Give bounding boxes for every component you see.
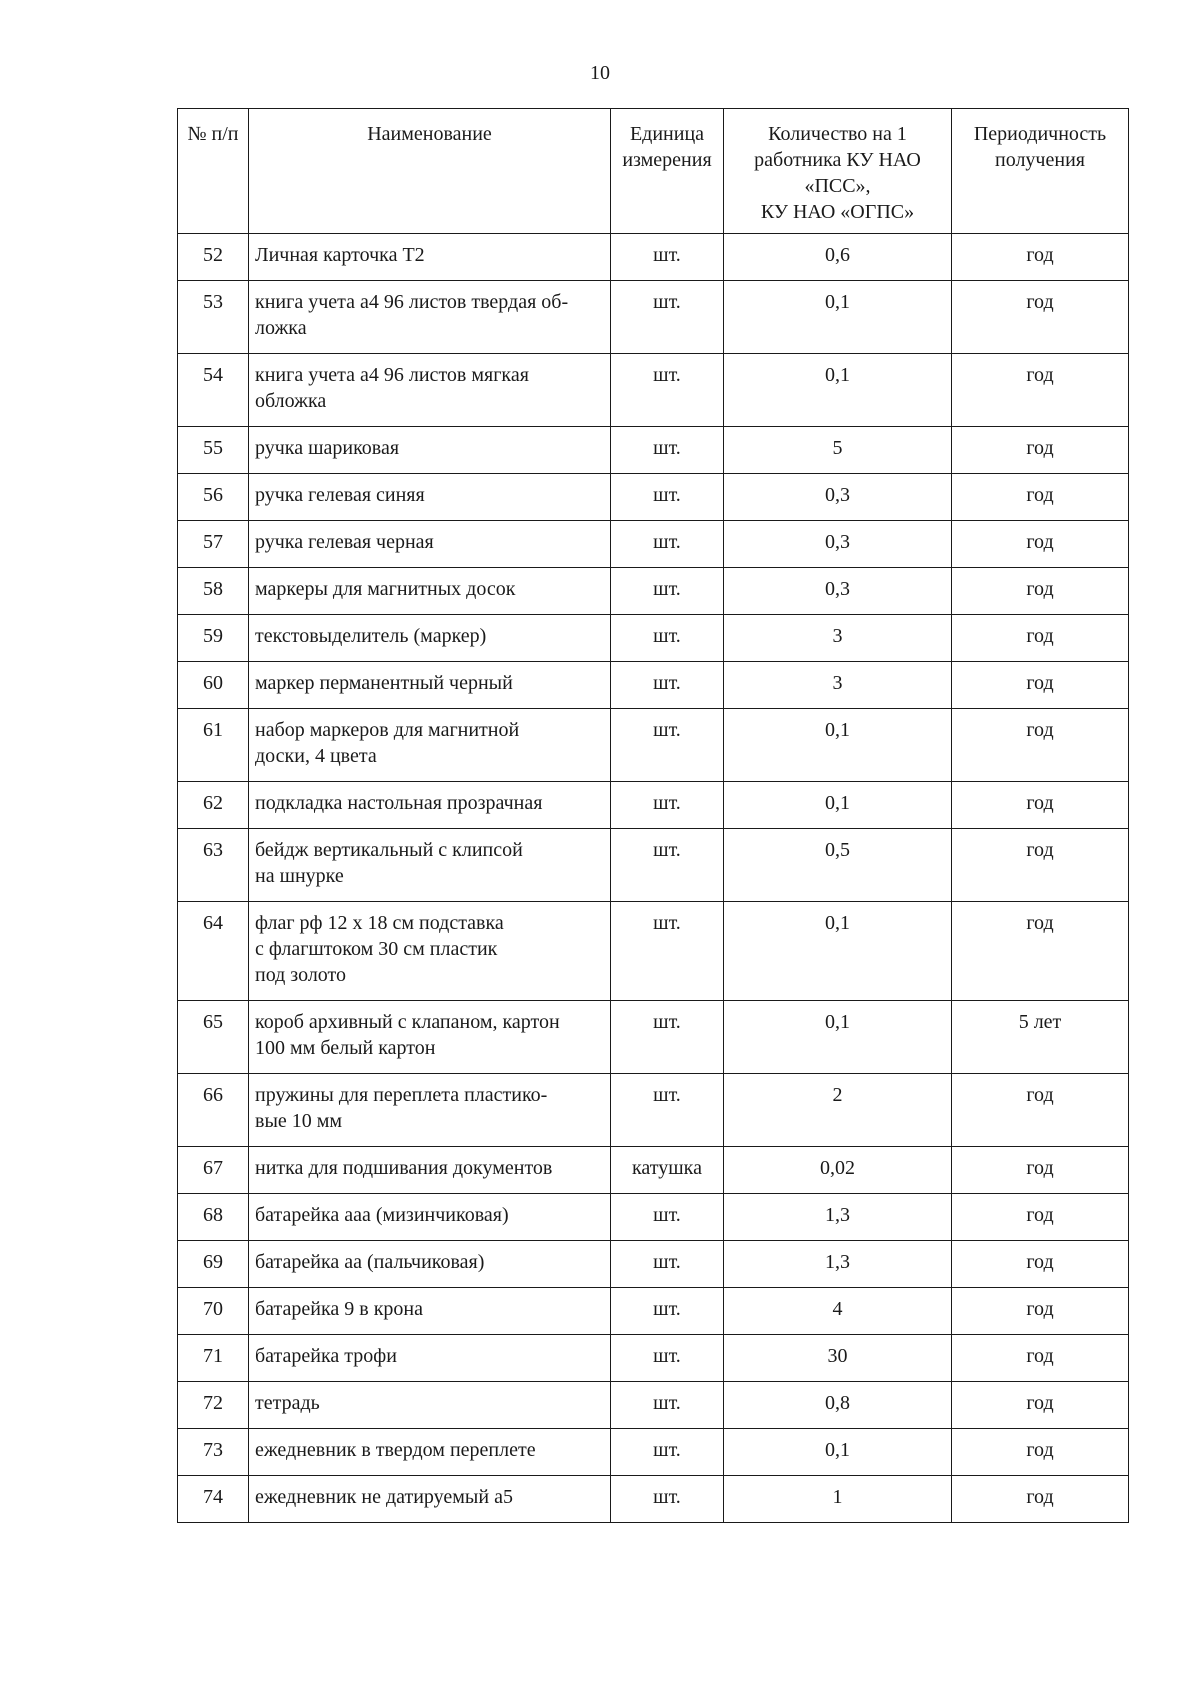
table-row xyxy=(178,1194,1129,1241)
row-name: маркеры для магнитных досок xyxy=(249,568,611,615)
row-quantity: 0,3 xyxy=(724,474,952,521)
row-name: ежедневник не датируемый а5 xyxy=(249,1476,611,1523)
row-unit: катушка xyxy=(611,1147,724,1194)
row-name: подкладка настольная прозрачная xyxy=(249,782,611,829)
row-number: 54 xyxy=(178,354,249,427)
row-quantity: 0,5 xyxy=(724,829,952,902)
row-quantity: 0,1 xyxy=(724,782,952,829)
row-name: батарейка 9 в крона xyxy=(249,1288,611,1335)
row-quantity: 0,02 xyxy=(724,1147,952,1194)
row-period: год xyxy=(952,568,1129,615)
row-quantity: 0,3 xyxy=(724,521,952,568)
row-unit: шт. xyxy=(611,1074,724,1147)
table-row xyxy=(178,902,1129,1001)
table-row xyxy=(178,1429,1129,1476)
table-row xyxy=(178,234,1129,281)
row-unit: шт. xyxy=(611,281,724,354)
row-number: 57 xyxy=(178,521,249,568)
table-row xyxy=(178,568,1129,615)
row-number: 67 xyxy=(178,1147,249,1194)
row-unit: шт. xyxy=(611,1335,724,1382)
row-number: 53 xyxy=(178,281,249,354)
row-quantity: 0,8 xyxy=(724,1382,952,1429)
row-period: год xyxy=(952,1147,1129,1194)
row-quantity: 0,6 xyxy=(724,234,952,281)
table-row xyxy=(178,1074,1129,1147)
row-name: тетрадь xyxy=(249,1382,611,1429)
row-period: год xyxy=(952,474,1129,521)
row-name: ручка гелевая синяя xyxy=(249,474,611,521)
row-quantity: 1,3 xyxy=(724,1194,952,1241)
row-name: бейдж вертикальный с клипсой на шнурке xyxy=(249,829,611,902)
row-number: 52 xyxy=(178,234,249,281)
row-period: год xyxy=(952,234,1129,281)
row-number: 70 xyxy=(178,1288,249,1335)
row-name: ручка гелевая черная xyxy=(249,521,611,568)
table-header-row xyxy=(178,109,1129,234)
row-name: батарейка ааа (мизинчиковая) xyxy=(249,1194,611,1241)
row-name: текстовыделитель (маркер) xyxy=(249,615,611,662)
row-name: набор маркеров для магнитной доски, 4 цвета xyxy=(249,709,611,782)
table-row xyxy=(178,1335,1129,1382)
row-number: 71 xyxy=(178,1335,249,1382)
header-period: Периодичность получения xyxy=(952,109,1129,234)
row-number: 69 xyxy=(178,1241,249,1288)
row-unit: шт. xyxy=(611,568,724,615)
header-name: Наименование xyxy=(249,109,611,234)
row-quantity: 0,1 xyxy=(724,1001,952,1074)
row-unit: шт. xyxy=(611,521,724,568)
row-quantity: 3 xyxy=(724,615,952,662)
table-row xyxy=(178,709,1129,782)
table-row xyxy=(178,427,1129,474)
row-quantity: 5 xyxy=(724,427,952,474)
row-quantity: 0,1 xyxy=(724,709,952,782)
row-name: батарейка трофи xyxy=(249,1335,611,1382)
row-unit: шт. xyxy=(611,234,724,281)
row-number: 66 xyxy=(178,1074,249,1147)
table-row xyxy=(178,354,1129,427)
row-unit: шт. xyxy=(611,354,724,427)
table-row xyxy=(178,1288,1129,1335)
row-period: 5 лет xyxy=(952,1001,1129,1074)
table-row xyxy=(178,615,1129,662)
table-row xyxy=(178,1147,1129,1194)
row-unit: шт. xyxy=(611,662,724,709)
row-period: год xyxy=(952,902,1129,1001)
row-number: 65 xyxy=(178,1001,249,1074)
table-row xyxy=(178,1241,1129,1288)
row-unit: шт. xyxy=(611,1429,724,1476)
row-period: год xyxy=(952,1241,1129,1288)
row-period: год xyxy=(952,354,1129,427)
row-period: год xyxy=(952,1194,1129,1241)
row-period: год xyxy=(952,1074,1129,1147)
row-unit: шт. xyxy=(611,1241,724,1288)
row-period: год xyxy=(952,281,1129,354)
row-period: год xyxy=(952,427,1129,474)
table-row xyxy=(178,1001,1129,1074)
row-number: 61 xyxy=(178,709,249,782)
table-row xyxy=(178,662,1129,709)
row-period: год xyxy=(952,1429,1129,1476)
row-number: 59 xyxy=(178,615,249,662)
row-period: год xyxy=(952,1476,1129,1523)
row-quantity: 30 xyxy=(724,1335,952,1382)
row-number: 56 xyxy=(178,474,249,521)
table-row xyxy=(178,829,1129,902)
row-name: маркер перманентный черный xyxy=(249,662,611,709)
row-number: 68 xyxy=(178,1194,249,1241)
row-name: батарейка аа (пальчиковая) xyxy=(249,1241,611,1288)
row-number: 63 xyxy=(178,829,249,902)
table-row xyxy=(178,521,1129,568)
row-unit: шт. xyxy=(611,1476,724,1523)
row-unit: шт. xyxy=(611,1288,724,1335)
row-unit: шт. xyxy=(611,474,724,521)
row-unit: шт. xyxy=(611,1382,724,1429)
row-unit: шт. xyxy=(611,782,724,829)
row-unit: шт. xyxy=(611,1194,724,1241)
row-name: книга учета а4 96 листов твердая об- ложка xyxy=(249,281,611,354)
row-period: год xyxy=(952,1288,1129,1335)
row-quantity: 0,1 xyxy=(724,1429,952,1476)
row-name: флаг рф 12 х 18 см подставка с флагштоком 30 см пластик под золото xyxy=(249,902,611,1001)
page-number: 10 xyxy=(590,62,610,84)
row-unit: шт. xyxy=(611,1001,724,1074)
row-name: нитка для подшивания документов xyxy=(249,1147,611,1194)
row-quantity: 0,1 xyxy=(724,902,952,1001)
row-quantity: 4 xyxy=(724,1288,952,1335)
row-unit: шт. xyxy=(611,615,724,662)
row-name: пружины для переплета пластико- вые 10 мм xyxy=(249,1074,611,1147)
row-unit: шт. xyxy=(611,829,724,902)
table-row xyxy=(178,281,1129,354)
header-quantity: Количество на 1 работника КУ НАО «ПСС», КУ НАО «ОГПС» xyxy=(724,109,952,234)
row-number: 62 xyxy=(178,782,249,829)
row-unit: шт. xyxy=(611,427,724,474)
row-quantity: 0,1 xyxy=(724,281,952,354)
row-number: 73 xyxy=(178,1429,249,1476)
row-unit: шт. xyxy=(611,902,724,1001)
row-quantity: 0,1 xyxy=(724,354,952,427)
row-number: 64 xyxy=(178,902,249,1001)
table-row xyxy=(178,782,1129,829)
row-number: 60 xyxy=(178,662,249,709)
row-period: год xyxy=(952,709,1129,782)
row-number: 58 xyxy=(178,568,249,615)
row-period: год xyxy=(952,829,1129,902)
row-period: год xyxy=(952,1382,1129,1429)
row-period: год xyxy=(952,782,1129,829)
row-number: 72 xyxy=(178,1382,249,1429)
row-quantity: 3 xyxy=(724,662,952,709)
row-name: ежедневник в твердом переплете xyxy=(249,1429,611,1476)
row-quantity: 0,3 xyxy=(724,568,952,615)
row-quantity: 1,3 xyxy=(724,1241,952,1288)
row-period: год xyxy=(952,1335,1129,1382)
supplies-table xyxy=(177,108,1129,1523)
row-name: книга учета а4 96 листов мягкая обложка xyxy=(249,354,611,427)
row-quantity: 1 xyxy=(724,1476,952,1523)
table-row xyxy=(178,1382,1129,1429)
row-name: короб архивный с клапаном, картон 100 мм белый картон xyxy=(249,1001,611,1074)
table-row xyxy=(178,1476,1129,1523)
header-number: № п/п xyxy=(178,109,249,234)
row-name: Личная карточка Т2 xyxy=(249,234,611,281)
row-quantity: 2 xyxy=(724,1074,952,1147)
row-name: ручка шариковая xyxy=(249,427,611,474)
row-period: год xyxy=(952,615,1129,662)
row-number: 55 xyxy=(178,427,249,474)
row-unit: шт. xyxy=(611,709,724,782)
header-unit: Единица измерения xyxy=(611,109,724,234)
row-period: год xyxy=(952,662,1129,709)
row-number: 74 xyxy=(178,1476,249,1523)
table-row xyxy=(178,474,1129,521)
row-period: год xyxy=(952,521,1129,568)
